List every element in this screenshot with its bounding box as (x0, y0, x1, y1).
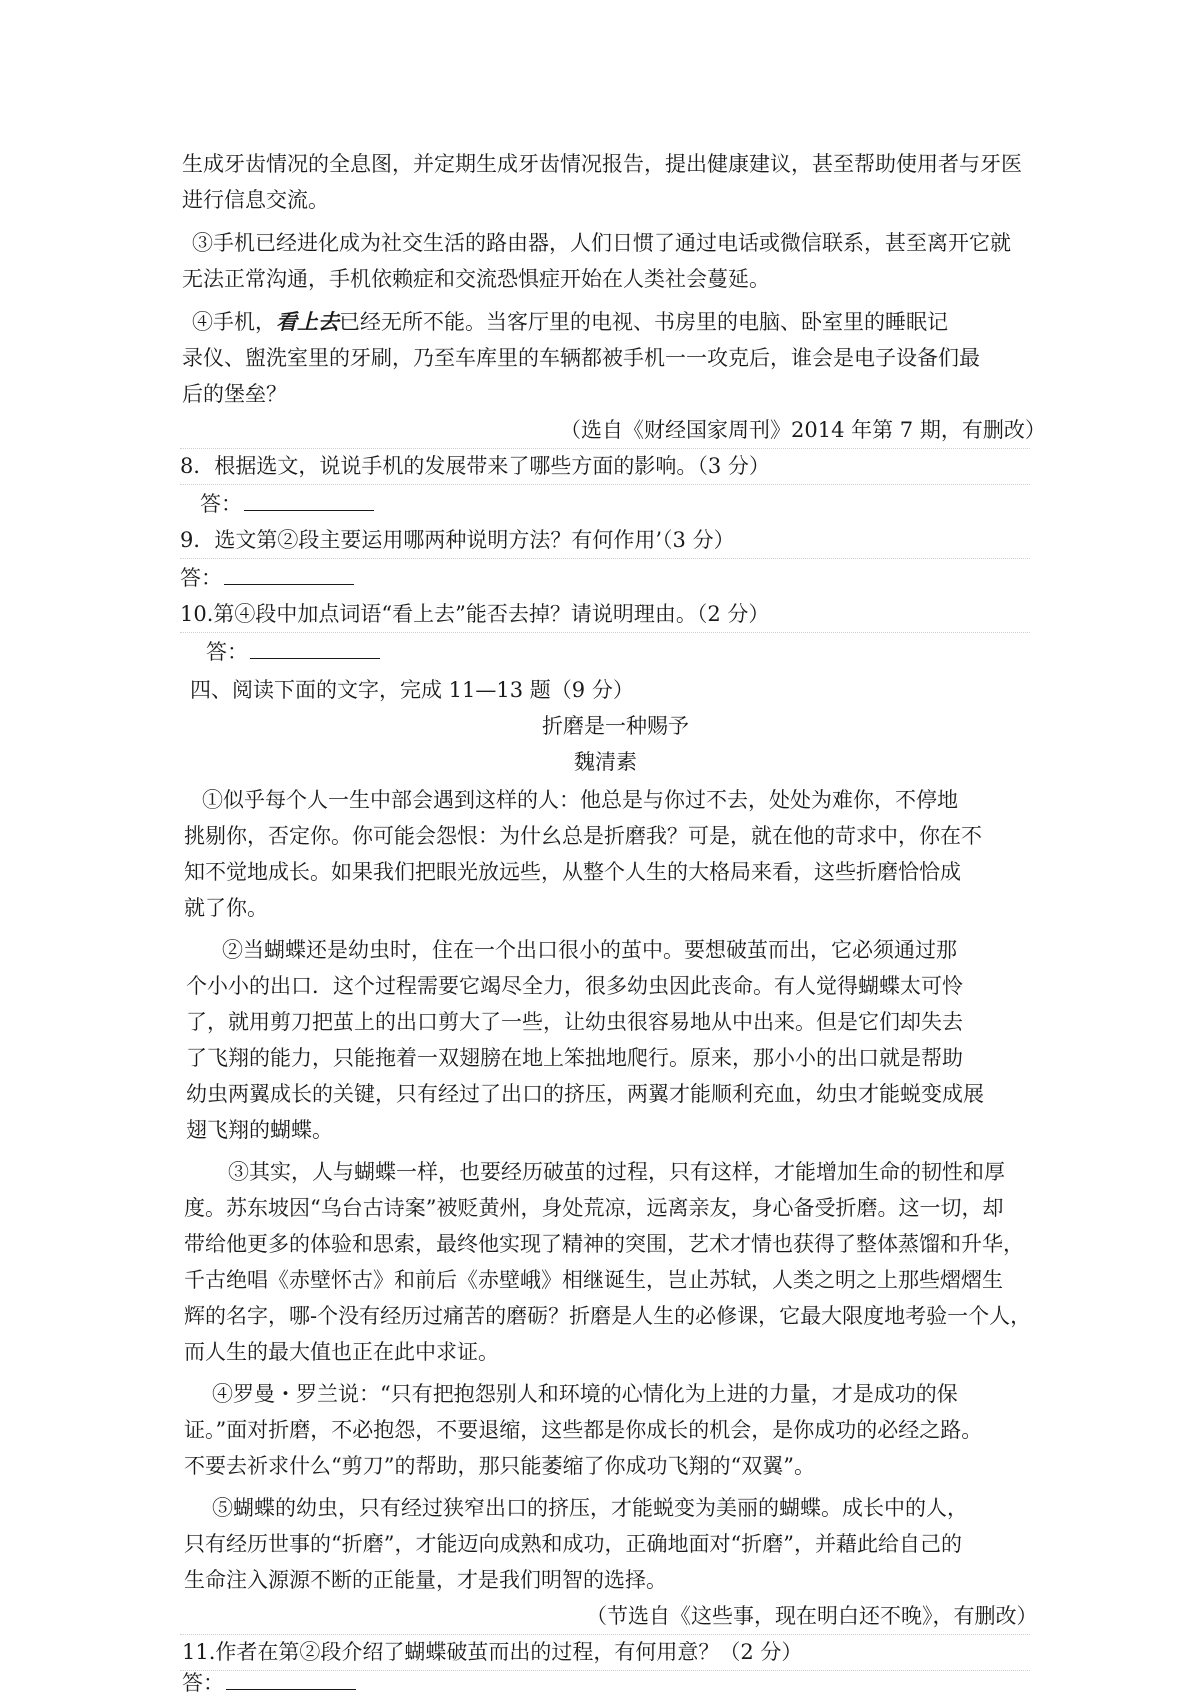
text-line: 生成牙齿情况的全息图，并定期生成牙齿情况报告，提出健康建议，甚至帮助使用者与牙医 (182, 152, 1022, 176)
text-line: 翅飞翔的蝴蝶。 (186, 1118, 333, 1142)
text-line: 证。”面对折磨，不必抱怨，不要退缩，这些都是你成长的机会，是你成功的必经之路。 (184, 1418, 983, 1442)
section-heading: 四、阅读下面的文字，完成 11—13 题（9 分） (190, 678, 634, 702)
text-line: 只有经历世事的“折磨”，才能迈向成熟和成功，正确地面对“折磨”，并藉此给自己的 (184, 1532, 962, 1556)
text-line: 个小小的出口．这个过程需要它竭尽全力，很多幼虫因此丧命。有人觉得蝴蝶太可怜 (186, 974, 963, 998)
passage-title: 折磨是一种赐予 (542, 714, 689, 738)
answer-line-11[interactable]: 答： (0, 1668, 1200, 1698)
answer-blank[interactable] (244, 509, 374, 511)
text-line: 度。苏东坡因“乌台古诗案”被贬黄州，身处荒凉，远离亲友，身心备受折磨。这一切，却 (184, 1196, 1004, 1220)
text-line: 录仪、盥洗室里的牙刷，乃至车库里的车辆都被手机一一攻克后，谁会是电子设备们最 (182, 346, 980, 370)
answer-blank[interactable] (224, 583, 354, 585)
question-9: 9．选文第②段主要运用哪两种说明方法？有何作用’（3 分） (180, 528, 735, 552)
text-line: ③手机已经进化成为社交生活的路由器，人们日惯了通过电话或微信联系，甚至离开它就 (192, 231, 1011, 255)
question-10: 10.第④段中加点词语“看上去”能否去掉？请说明理由。（2 分） (180, 602, 770, 626)
dotted-emphasis-word: 看上去 (276, 309, 339, 334)
text-line: 知不觉地成长。如果我们把眼光放远些，从整个人生的大格局来看，这些折磨恰恰成 (184, 860, 961, 884)
text-line: ④手机，看上去已经无所不能。当客厅里的电视、书房里的电脑、卧室里的睡眠记 (192, 309, 948, 334)
text-line: ①似乎每个人一生中部会遇到这样的人：他总是与你过不去，处处为难你，不停地 (202, 788, 958, 812)
text-line: 生命注入源源不断的正能量，才是我们明智的选择。 (184, 1568, 667, 1592)
text-line: 了，就用剪刀把茧上的出口剪大了一些，让幼虫很容易地从中出来。但是它们却失去 (186, 1010, 963, 1034)
text-line: 进行信息交流。 (182, 188, 329, 212)
text-line: 就了你。 (184, 896, 268, 920)
source-citation: （选自《财经国家周刊》2014 年第 7 期，有删改） (560, 418, 1046, 442)
text-line: ②当蝴蝶还是幼虫时，住在一个出口很小的茧中。要想破茧而出，它必须通过那 (222, 938, 957, 962)
text-line: 带给他更多的体验和思索，最终他实现了精神的突围，艺术才情也获得了整体蒸馏和升华， (184, 1232, 1024, 1256)
question-8: 8．根据选文，说说手机的发展带来了哪些方面的影响。（3 分） (180, 454, 770, 478)
answer-blank[interactable] (226, 1688, 356, 1690)
text-line: ④罗曼・罗兰说：“只有把抱怨别人和环境的心情化为上进的力量，才是成功的保 (212, 1382, 958, 1406)
answer-blank[interactable] (250, 657, 380, 659)
paragraph-number: ④手机， (192, 310, 276, 334)
text-line: 辉的名字，哪-个没有经历过痛苦的磨砺？折磨是人生的必修课，它最大限度地考验一个人， (184, 1304, 1032, 1328)
text-line: 了飞翔的能力，只能拖着一双翅膀在地上笨拙地爬行。原来，那小小的出口就是帮助 (186, 1046, 963, 1070)
text-line: 后的堡垒？ (182, 382, 287, 406)
answer-line-10[interactable]: 答： (0, 632, 1200, 672)
text-line: 无法正常沟通，手机依赖症和交流恐惧症开始在人类社会蔓延。 (182, 267, 770, 291)
text-line: ③其实，人与蝴蝶一样，也要经历破茧的过程，只有这样，才能增加生命的韧性和厚 (228, 1160, 1005, 1184)
answer-line-8[interactable]: 答： (0, 484, 1200, 524)
text-line: 挑剔你，否定你。你可能会怨恨：为什幺总是折磨我？可是，就在他的苛求中，你在不 (184, 824, 982, 848)
text-line: 千古绝唱《赤壁怀古》和前后《赤壁峨》相继诞生，岂止苏轼，人类之明之上那些熠熠生 (184, 1268, 1003, 1292)
text-line: 不要去祈求什么“剪刀”的帮助，那只能萎缩了你成功飞翔的“双翼”。 (184, 1454, 815, 1478)
answer-line-9[interactable]: 答： (0, 558, 1200, 598)
text-line: ⑤蝴蝶的幼虫，只有经过狭窄出口的挤压，才能蜕变为美丽的蝴蝶。成长中的人， (212, 1496, 968, 1520)
passage-author: 魏清素 (574, 750, 637, 774)
source-citation: （节选自《这些事，现在明白还不晚》，有删改） (586, 1604, 1038, 1628)
text-line: 而人生的最大值也正在此中求证。 (184, 1340, 499, 1364)
text-line: 幼虫两翼成长的关键，只有经过了出口的挤压，两翼才能顺利充血，幼虫才能蜕变成展 (186, 1082, 984, 1106)
question-11: 11.作者在第②段介绍了蝴蝶破茧而出的过程，有何用意？（2 分） (182, 1640, 803, 1664)
